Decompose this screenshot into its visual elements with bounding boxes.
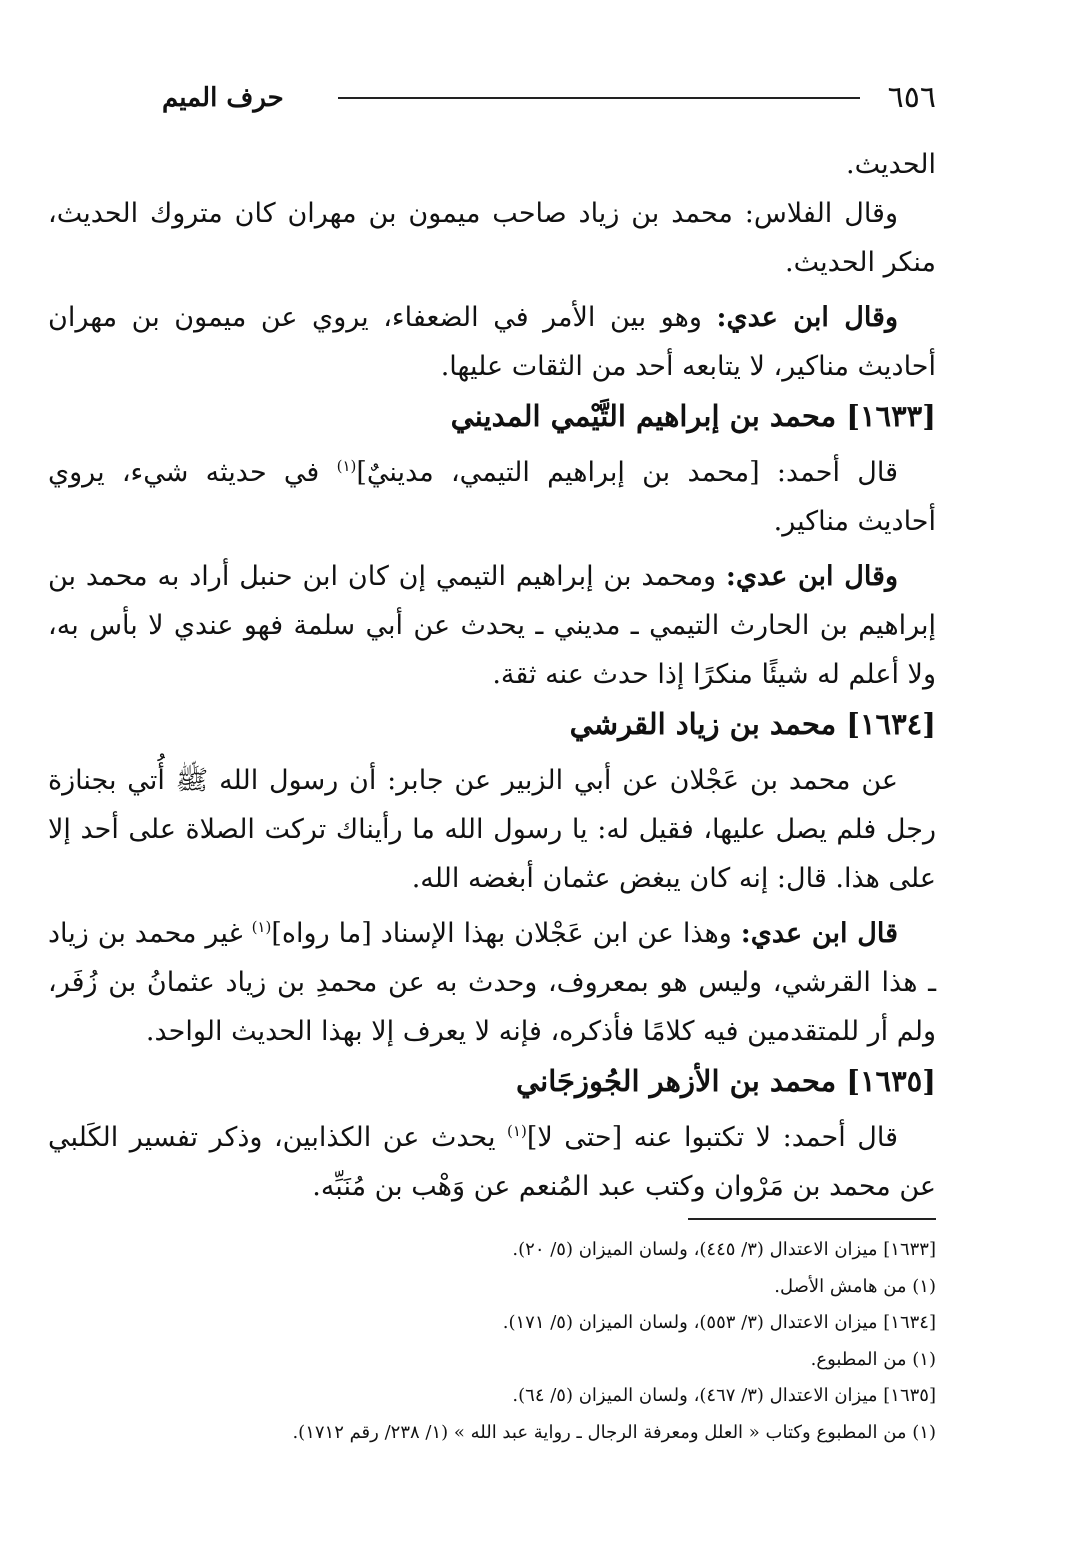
- page-header: [162, 78, 936, 118]
- running-title: حرف الميم: [162, 83, 284, 113]
- footnote-note: (١) من المطبوع وكتاب « العلل ومعرفة الرجال ـ رواية عبد الله » (١/ ٢٣٨/ رقم ١٧١٢).: [292, 1421, 936, 1443]
- paragraph-ibn-adi-1634: [48, 909, 936, 1056]
- quote-lead: وقال ابن عدي:: [716, 302, 898, 333]
- footnote-ref[interactable]: (١): [507, 1122, 527, 1140]
- main-text: [48, 140, 936, 1211]
- footnotes: [48, 1232, 936, 1451]
- quote-text: في حديثه شيء، يروي أحاديث مناكير.: [48, 457, 936, 537]
- paragraph-continuation: الحديث.: [846, 149, 936, 180]
- footnote-source-1634: [١٦٣٤] ميزان الاعتدال (٣/ ٥٥٣)، ولسان الميزان (٥/ ١٧١).: [502, 1312, 936, 1333]
- quote-text: قال أحمد: لا تكتبوا عنه [حتى لا]: [526, 1122, 898, 1153]
- entry-heading-1635: [١٦٣٥] محمد بن الأزهر الجُوزجَاني: [515, 1064, 936, 1098]
- entry-heading-1634: [١٦٣٤] محمد بن زياد القرشي: [569, 707, 936, 741]
- footnote-source-1635: [١٦٣٥] ميزان الاعتدال (٣/ ٤٦٧)، ولسان الميزان (٥/ ٦٤).: [512, 1385, 936, 1406]
- paragraph-ahmad-1635: [48, 1113, 936, 1211]
- page-number: ٦٥٦: [887, 80, 936, 115]
- quote-text: يحدث عن الكذابين، وذكر تفسير الكَلبي عن محمد بن مَرْوان وكتب عبد المُنعم عن وَهْب بن مُنَبِّه.: [48, 1122, 936, 1202]
- footnote-note: (١) من هامش الأصل.: [774, 1275, 936, 1297]
- footnote-separator: [688, 1218, 936, 1220]
- paragraph-fallas: وقال الفلاس: محمد بن زياد صاحب ميمون بن مهران كان متروك الحديث، منكر الحديث.: [48, 198, 936, 278]
- paragraph-hadith-1634: عن محمد بن عَجْلان عن أبي الزبير عن جابر: أن رسول الله ﷺ أُتي بجنازة رجل فلم يصل عليها، فقيل له: يا رسول الله ما رأيناك تركت الصلاة على أحد إلا على هذا. قال: إنه كان يبغض عثمان أبغضه الله.: [48, 765, 936, 894]
- quote-text: قال أحمد: [محمد بن إبراهيم التيمي، مدينيٌ]: [356, 457, 898, 488]
- quote-text: غير محمد بن زياد ـ هذا القرشي، وليس هو بمعروف، وحدث به عن محمدِ بن زياد عثمانُ بن زُفَر، ولم أر للمتقدمين فيه كلامًا فأذكره، فإنه لا يعرف إلا بهذا الحديث الواحد.: [48, 918, 936, 1047]
- quote-text: ومحمد بن إبراهيم التيمي إن كان ابن حنبل أراد به محمد بن إبراهيم بن الحارث التيمي ـ مديني ـ يحدث عن أبي سلمة فهو عندي لا بأس به، ولا أعلم له شيئًا منكرًا إذا حدث عنه ثقة.: [48, 561, 936, 690]
- footnote-ref[interactable]: (١): [336, 457, 357, 475]
- quote-text: وهذا عن ابن عَجْلان بهذا الإسناد [ما رواه]: [271, 918, 741, 949]
- footnote-source-1633: [١٦٣٣] ميزان الاعتدال (٣/ ٤٤٥)، ولسان الميزان (٥/ ٢٠).: [512, 1239, 936, 1260]
- paragraph-ibn-adi-1: [48, 293, 936, 391]
- footnote-note: (١) من المطبوع.: [810, 1348, 936, 1370]
- paragraph-ahmad-1633: [48, 448, 936, 546]
- entry-heading-1633: [١٦٣٣] محمد بن إبراهيم التَّيْمي المديني: [450, 399, 936, 433]
- paragraph-ibn-adi-1633: [48, 552, 936, 699]
- quote-lead: وقال ابن عدي:: [725, 561, 898, 592]
- footnote-ref[interactable]: (١): [251, 918, 272, 936]
- header-rule: [338, 97, 860, 99]
- quote-text: وهو بين الأمر في الضعفاء، يروي عن ميمون بن مهران أحاديث مناكير، لا يتابعه أحد من الثقات عليها.: [48, 302, 936, 382]
- quote-lead: قال ابن عدي:: [740, 918, 898, 949]
